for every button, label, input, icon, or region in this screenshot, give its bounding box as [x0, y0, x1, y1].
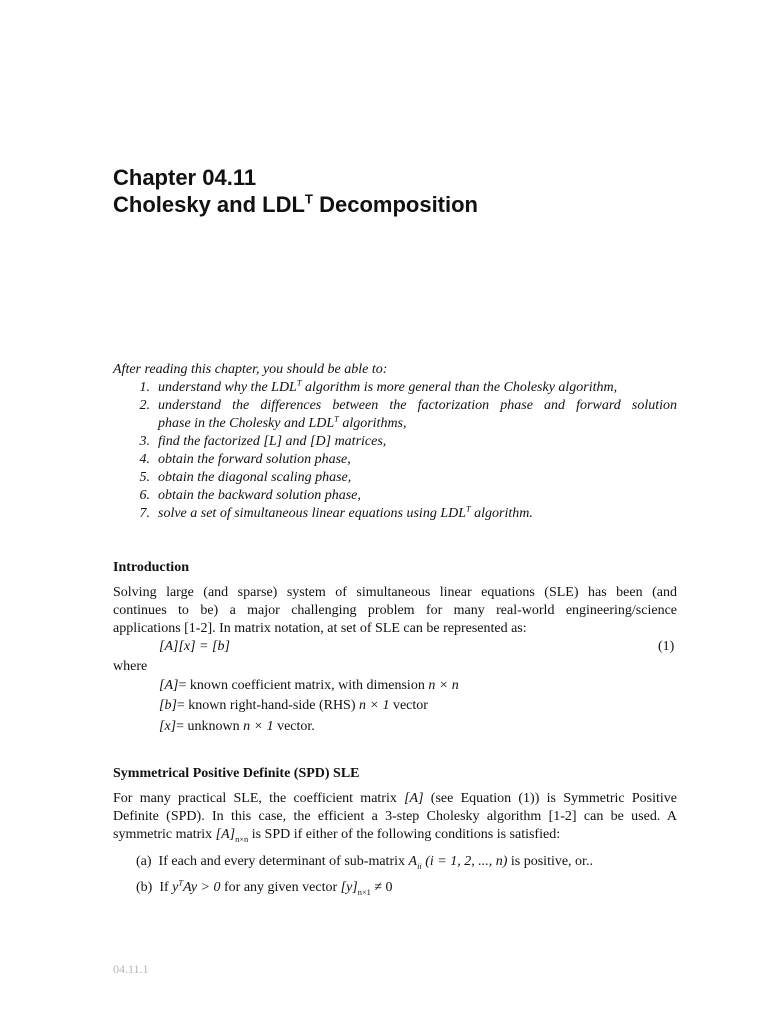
objectives-intro: After reading this chapter, you should be able to:	[113, 362, 388, 377]
title-end: Decomposition	[312, 192, 478, 217]
equation-1: [A][x] = [b]	[159, 639, 230, 654]
objective-item-continuation: phase in the Cholesky and $LDL^T$ algorithms,	[158, 414, 407, 431]
spd-heading: Symmetrical Positive Definite (SPD) SLE	[113, 766, 360, 781]
definition-x: [x]= unknown n × 1 vector.	[159, 719, 315, 734]
equation-number: (1)	[658, 639, 675, 654]
definition-b: [b]= known right-hand-side (RHS) n × 1 vector	[159, 698, 428, 713]
introduction-heading: Introduction	[113, 560, 189, 575]
spd-paragraph: For many practical SLE, the coefficient matrix [A] (see Equation (1)) is Symmetric Positive Definite (SPD). In this case, the efficient a 3-step Cholesky algorithm [1-2] can be used. A symmetric matrix $[A]_{n\times n}$ is SPD if either of the following conditions is satisfied:	[113, 791, 677, 844]
chapter-number: Chapter 04.11	[113, 165, 257, 190]
page-number: 04.11.1	[113, 962, 149, 976]
title-main: Cholesky and LDL	[113, 192, 305, 217]
condition-b: (b) If $y^TAy > 0$ for any given vector $[y]_{n\times 1} \ne 0$	[136, 878, 393, 897]
where-label: where	[113, 659, 148, 674]
chapter-title	[113, 192, 478, 218]
document-page: Chapter 04.11 Cholesky and $LDL^T$ Decomposition After reading this chapter, you should be able to: 1. understand why the $LDL^T$ algorithm is more general than the Cholesky algorithm, 2. understand the differences between the factorization phase and forward solution phase in the Cholesky and $LDL^T$ algorithms, 3. find the factorized [L] and [D] matrices, 4. obtain the forward solution phase, 5. obtain the diagonal scaling phase, 6. obtain the backward solution phase, 7. solve a set of simultaneous linear equations using $LDL^T$ algorithm. Introduction Solving large (and sparse) system of simultaneous linear equations (SLE) has been (and continues to be) a major challenging problem for many real-world engineering/science applications [1-2]. In matrix notation, at set of SLE can be represented as: [A][x] = [b] (1) where [A]= known coefficient matrix, with dimension n × n [b]= known right-hand-side (RHS) n × 1 vector [x]= unknown n × 1 vector. Symmetrical Positive Definite (SPD) SLE For many practical SLE, the coefficient matrix [A] (see Equation (1)) is Symmetric Positive Definite (SPD). In this case, the efficient a 3-step Cholesky algorithm [1-2] can be used. A symmetric matrix $[A]_{n\times n}$ is SPD if either of the following conditions is satisfied: (a) If each and every determinant of sub-matrix $A_{ii}$ (i = 1, 2, ..., n) is positive, or.. (b) If $y^TAy > 0$ for any given vector $[y]_{n\times 1} \ne 0$ 04.11.1	[113, 165, 677, 976]
title-superscript: T	[304, 191, 313, 207]
definition-A: [A]= known coefficient matrix, with dimension n × n	[159, 678, 459, 693]
introduction-paragraph: Solving large (and sparse) system of simultaneous linear equations (SLE) has been (and continues to be) a major challenging problem for many real-world engineering/science applications [1-2]. In matrix notation, at set of SLE can be represented as:	[113, 585, 677, 636]
condition-a: (a) If each and every determinant of sub-matrix $A_{ii}$ (i = 1, 2, ..., n) is positive, or..	[136, 854, 593, 871]
